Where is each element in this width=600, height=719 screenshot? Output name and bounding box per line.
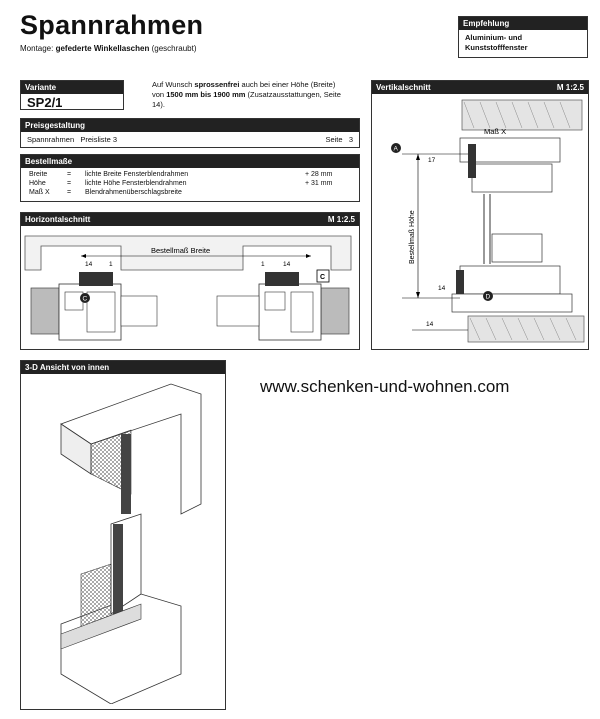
dim-desc: lichte Breite Fensterblendrahmen <box>85 171 189 178</box>
website-link[interactable]: www.schenken-und-wohnen.com <box>260 377 510 396</box>
dim-name: Höhe <box>29 180 46 187</box>
table-row <box>27 179 347 188</box>
marker-a-label: A <box>393 145 398 153</box>
dim-value <box>303 188 347 197</box>
recommendation-box <box>458 16 588 58</box>
recommendation-label: Empfehlung <box>459 17 587 30</box>
note-part2: auch bei einer Höhe (Breite) von <box>152 80 336 99</box>
vertical-section-box <box>371 80 589 350</box>
page-title: Spannrahmen <box>20 10 204 40</box>
table-row <box>27 170 347 179</box>
pricing-box <box>20 118 360 148</box>
horizontal-section-scale: M 1:2.5 <box>327 215 355 224</box>
marker-d-label: D <box>485 293 491 301</box>
mass-x-label: Maß X <box>484 127 507 136</box>
dim-name: Breite <box>29 171 48 178</box>
note-part3: (Zusatzausstattungen, Seite 14). <box>152 90 341 109</box>
horizontal-dim-left-1: 1 <box>109 261 113 268</box>
order-dimensions-label: Bestellmaße <box>21 155 359 168</box>
horizontal-dim-label: Bestellmaß Breite <box>151 246 211 255</box>
dim-eq: = <box>67 180 72 187</box>
variant-label: Variante <box>21 81 123 94</box>
view-3d-box <box>20 360 226 710</box>
recommendation-line2: Kunststofffenster <box>465 43 528 52</box>
dim-desc: lichte Höhe Fensterblendrahmen <box>85 180 187 187</box>
subtitle-bold: gefederte Winkellaschen <box>55 44 150 53</box>
note-bold1: sprossenfrei <box>194 80 240 89</box>
vertical-section-label: Vertikalschnitt <box>376 83 431 92</box>
order-dimensions-table <box>27 170 347 197</box>
dim-eq: = <box>67 171 72 178</box>
horizontal-section-box <box>20 212 360 350</box>
marker-c-right-label: C <box>320 274 326 281</box>
horizontal-section-drawing <box>21 226 357 346</box>
variant-box <box>20 80 124 110</box>
pricing-label: Preisgestaltung <box>21 119 359 132</box>
horizontal-section-header <box>21 213 359 226</box>
horizontal-section-label: Horizontalschnitt <box>25 215 91 224</box>
marker-c-left-label: C <box>82 295 88 303</box>
view-3d-label: 3-D Ansicht von innen <box>21 361 225 374</box>
dim-eq: = <box>67 189 72 196</box>
vertical-dim-17: 17 <box>428 157 436 164</box>
horizontal-dim-left-14: 14 <box>85 261 93 268</box>
vertical-dim-14-a: 14 <box>438 285 446 292</box>
horizontal-dim-right-14: 14 <box>283 261 291 268</box>
vertical-section-scale: M 1:2.5 <box>556 83 584 92</box>
option-note <box>152 80 342 110</box>
variant-value: SP2/1 <box>27 95 63 110</box>
order-dimensions-box <box>20 154 360 202</box>
page-subtitle <box>20 44 197 53</box>
recommendation-line1: Aluminium- und <box>465 33 523 42</box>
vertical-section-drawing <box>372 94 586 346</box>
vertical-dim-14-b: 14 <box>426 321 434 328</box>
table-row <box>27 188 347 197</box>
vertical-section-header <box>372 81 588 94</box>
dim-name: Maß X <box>29 189 50 196</box>
dim-value: + 28 mm <box>305 171 333 178</box>
note-part1: Auf Wunsch <box>152 80 193 89</box>
view-3d-drawing <box>21 374 223 704</box>
dim-value: + 31 mm <box>305 180 333 187</box>
note-bold2: 1500 mm bis 1900 mm <box>166 90 246 99</box>
pricing-left: Spannrahmen Preisliste 3 <box>27 135 118 144</box>
horizontal-dim-right-1: 1 <box>261 261 265 268</box>
pricing-right: Seite 3 <box>325 135 353 144</box>
subtitle-prefix: Montage: <box>20 44 54 53</box>
subtitle-suffix: (geschraubt) <box>151 44 197 53</box>
dim-desc: Blendrahmenüberschlagsbreite <box>85 189 182 196</box>
vertical-dim-label: Bestellmaß Höhe <box>409 210 416 264</box>
